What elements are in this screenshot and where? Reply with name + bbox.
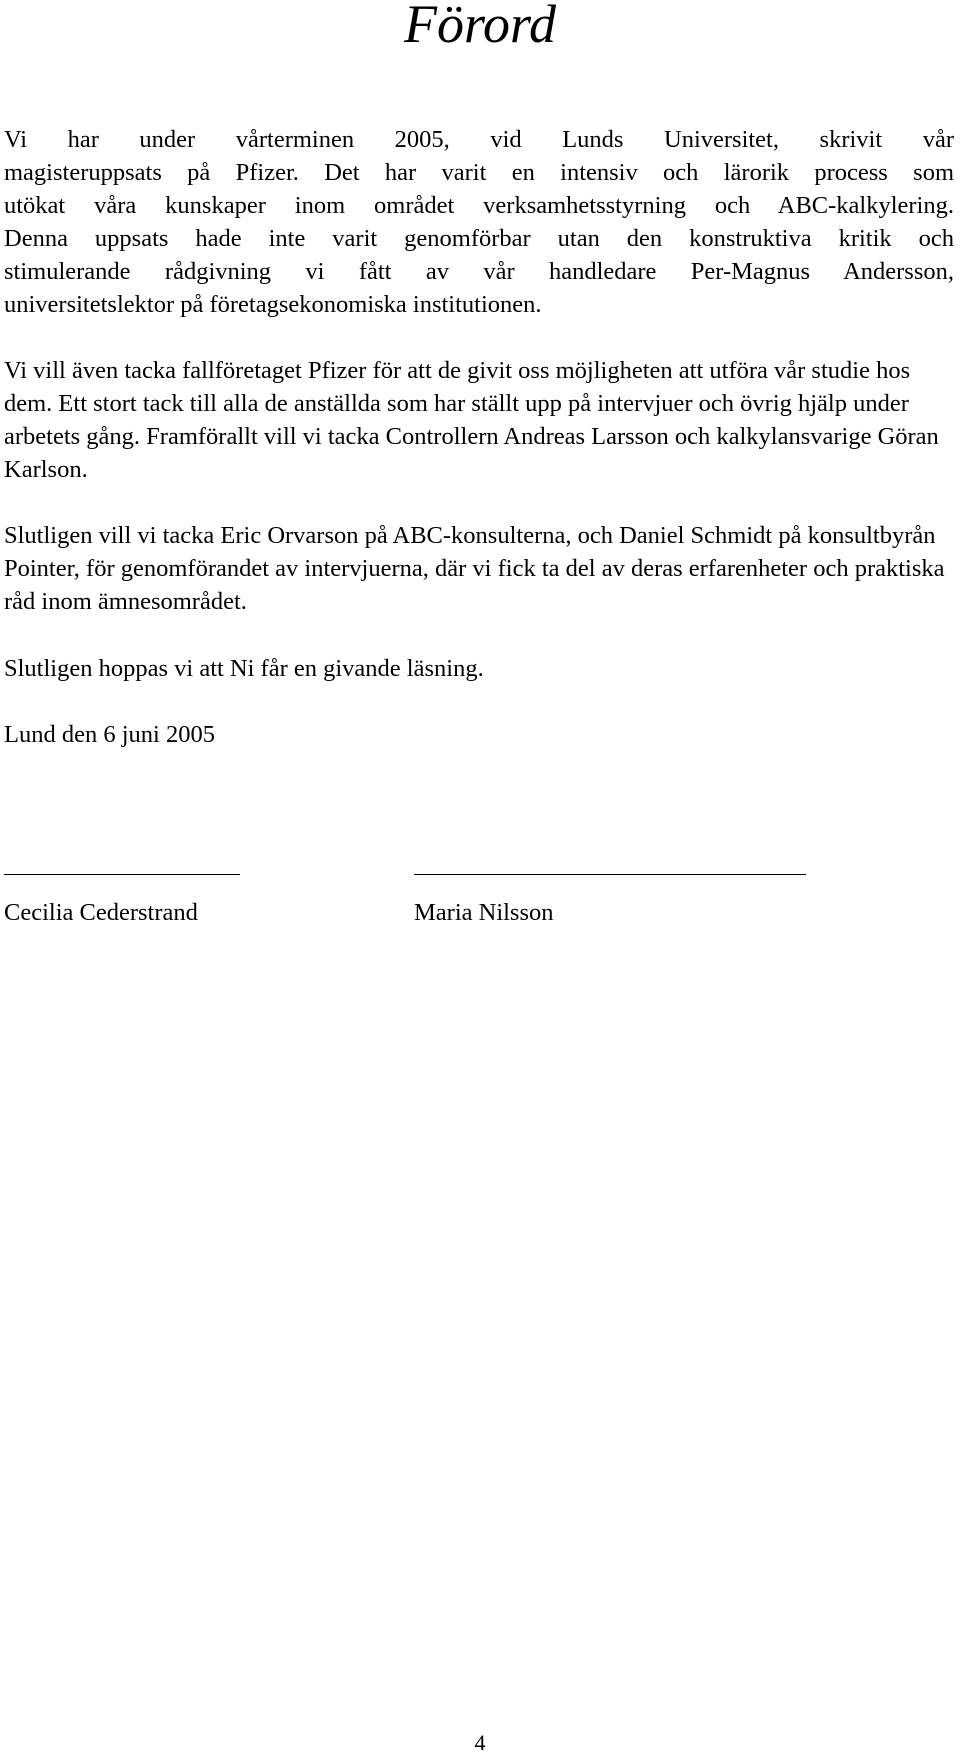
signature-name-left: Cecilia Cederstrand — [4, 899, 198, 926]
paragraph-intro-line: universitetslektor på företagsekonomiska institutionen. — [4, 291, 542, 318]
paragraph-closing: Slutligen hoppas vi att Ni får en givande läsning. — [4, 655, 484, 682]
paragraph-intro-line: Denna uppsats hade inte varit genomförbar utan den konstruktiva kritik och — [4, 225, 954, 252]
paragraph-intro-line: utökat våra kunskaper inom området verksamhetsstyrning och ABC-kalkylering. — [4, 192, 954, 219]
paragraph-thanks-consultants: Slutligen vill vi tacka Eric Orvarson på ABC-konsulterna, och Daniel Schmidt på konsultbyrån Pointer, för genomförandet av intervjuerna, där vi fick ta del av deras erfarenheter och praktiska råd inom ämnesområdet. — [4, 522, 945, 615]
paragraph-intro-line: magisteruppsats på Pfizer. Det har varit en intensiv och lärorik process som — [4, 159, 954, 186]
signature-name-right: Maria Nilsson — [414, 899, 554, 926]
page-title: Förord — [403, 0, 556, 54]
paragraph-intro-line: Vi har under vårterminen 2005, vid Lunds Universitet, skrivit vår — [4, 126, 954, 153]
place-date: Lund den 6 juni 2005 — [4, 721, 215, 748]
paragraph-thanks-company: Vi vill även tacka fallföretaget Pfizer för att de givit oss möjligheten att utföra vår studie hos dem. Ett stort tack till alla de anställda som har ställt upp på intervjuer och övrig hjälp under arbetets gång. Framförallt vill vi tacka Controllern Andreas Larsson och kalkylansvarige Göran Karlson. — [4, 357, 939, 483]
signature-line-left — [4, 874, 240, 875]
page-number: 4 — [474, 1730, 486, 1755]
paragraph-intro — [4, 123, 954, 321]
signature-line-right — [414, 874, 806, 875]
paragraph-intro-line: stimulerande rådgivning vi fått av vår handledare Per-Magnus Andersson, — [4, 258, 954, 285]
